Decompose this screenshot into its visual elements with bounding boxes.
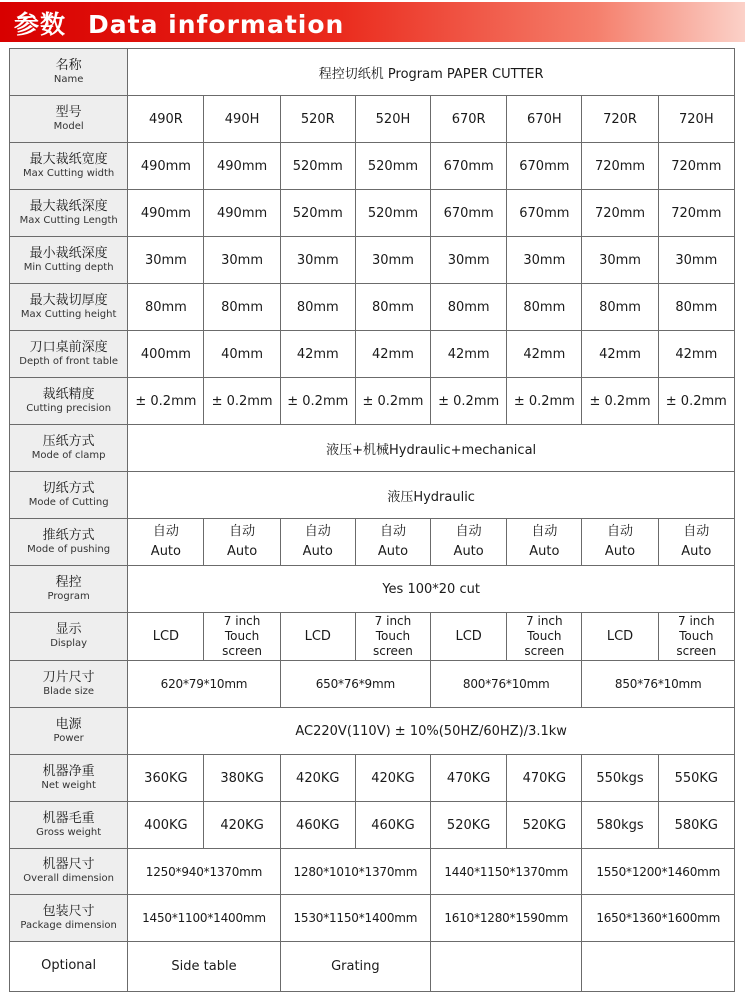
- pushing-en: Auto: [377, 544, 409, 559]
- label-net-weight: 机器净重 Net weight: [10, 755, 128, 802]
- pushing-zh: 自动: [379, 524, 406, 539]
- header-title-en: Data information: [88, 10, 345, 39]
- label-front-table: 刀口桌前深度 Depth of front table: [10, 331, 128, 378]
- row-max-length: [10, 190, 735, 237]
- row-clamp: [10, 425, 735, 472]
- optional-side-table: Side table: [128, 942, 280, 992]
- row-max-width: [10, 143, 735, 190]
- value-max-width: 490mm: [204, 143, 280, 190]
- value-package: 1530*1150*1400mm: [280, 895, 430, 942]
- value-front-table: 42mm: [431, 331, 507, 378]
- value-model: 490R: [128, 96, 204, 143]
- pushing-en: Auto: [453, 544, 484, 559]
- display-lcd: LCD: [280, 613, 355, 661]
- pushing-en: Auto: [604, 544, 636, 559]
- value-precision: ± 0.2mm: [658, 378, 734, 425]
- value-precision: ± 0.2mm: [204, 378, 280, 425]
- display-touch-line: screen: [676, 644, 717, 658]
- value-min-depth: 30mm: [128, 237, 204, 284]
- value-pushing: [431, 519, 507, 566]
- pushing-en: Auto: [226, 544, 258, 559]
- value-gross-weight: 460KG: [355, 802, 430, 849]
- value-front-table: 400mm: [128, 331, 204, 378]
- value-gross-weight: 460KG: [280, 802, 355, 849]
- value-precision: ± 0.2mm: [582, 378, 658, 425]
- value-max-length: 520mm: [355, 190, 430, 237]
- value-max-length: 490mm: [204, 190, 280, 237]
- label-display: 显示 Display: [10, 613, 128, 661]
- pushing-zh: 自动: [531, 524, 558, 539]
- value-max-length: 670mm: [507, 190, 582, 237]
- value-pushing: [128, 519, 204, 566]
- value-max-width: 720mm: [658, 143, 734, 190]
- value-max-length: 670mm: [431, 190, 507, 237]
- optional-grating: Grating: [280, 942, 430, 992]
- label-optional: Optional: [10, 942, 128, 992]
- row-name: [10, 49, 735, 96]
- value-pushing: [658, 519, 734, 566]
- value-max-length: 490mm: [128, 190, 204, 237]
- row-blade: [10, 661, 735, 708]
- pushing-zh: 自动: [304, 524, 331, 539]
- pushing-zh: 自动: [607, 524, 634, 539]
- label-power: 电源 Power: [10, 708, 128, 755]
- row-min-depth: [10, 237, 735, 284]
- display-lcd: LCD: [582, 613, 658, 661]
- value-cutting: 液压Hydraulic: [128, 472, 735, 519]
- value-min-depth: 30mm: [355, 237, 430, 284]
- label-gross-weight: 机器毛重 Gross weight: [10, 802, 128, 849]
- value-overall: 1280*1010*1370mm: [280, 849, 430, 895]
- display-touch: [204, 613, 280, 661]
- value-model: 670H: [507, 96, 582, 143]
- value-overall: 1250*940*1370mm: [128, 849, 280, 895]
- value-model: 520R: [280, 96, 355, 143]
- value-precision: ± 0.2mm: [128, 378, 204, 425]
- row-cutting: [10, 472, 735, 519]
- value-front-table: 42mm: [658, 331, 734, 378]
- value-model: 720H: [658, 96, 734, 143]
- value-net-weight: 550KG: [658, 755, 734, 802]
- value-max-height: 80mm: [582, 284, 658, 331]
- spec-table: [9, 48, 735, 992]
- label-max-width: 最大裁纸宽度 Max Cutting width: [10, 143, 128, 190]
- display-touch-line: screen: [222, 644, 263, 658]
- value-min-depth: 30mm: [280, 237, 355, 284]
- label-model: 型号 Model: [10, 96, 128, 143]
- value-package: 1450*1100*1400mm: [128, 895, 280, 942]
- value-max-height: 80mm: [280, 284, 355, 331]
- value-max-width: 520mm: [280, 143, 355, 190]
- value-net-weight: 360KG: [128, 755, 204, 802]
- display-lcd: LCD: [128, 613, 204, 661]
- value-max-length: 720mm: [658, 190, 734, 237]
- value-min-depth: 30mm: [582, 237, 658, 284]
- value-max-length: 520mm: [280, 190, 355, 237]
- value-max-height: 80mm: [355, 284, 430, 331]
- value-program: Yes 100*20 cut: [128, 566, 735, 613]
- value-gross-weight: 400KG: [128, 802, 204, 849]
- display-touch: [355, 613, 430, 661]
- label-name: 名称 Name: [10, 49, 128, 96]
- label-program: 程控 Program: [10, 566, 128, 613]
- value-min-depth: 30mm: [658, 237, 734, 284]
- value-pushing: [204, 519, 280, 566]
- value-min-depth: 30mm: [431, 237, 507, 284]
- value-precision: ± 0.2mm: [355, 378, 430, 425]
- value-model: 670R: [431, 96, 507, 143]
- pushing-en: Auto: [529, 544, 560, 559]
- value-pushing: [355, 519, 430, 566]
- display-touch-line: Touch: [224, 629, 260, 643]
- value-precision: ± 0.2mm: [507, 378, 582, 425]
- optional-empty-2: [582, 942, 735, 992]
- header-title-zh: 参数: [14, 10, 67, 39]
- pushing-en: Auto: [150, 544, 181, 559]
- value-model: 490H: [204, 96, 280, 143]
- label-max-length: 最大裁纸深度 Max Cutting Length: [10, 190, 128, 237]
- value-max-height: 80mm: [431, 284, 507, 331]
- row-precision: [10, 378, 735, 425]
- value-max-width: 670mm: [431, 143, 507, 190]
- display-touch-line: 7 inch: [223, 614, 261, 628]
- label-pushing: 推纸方式 Mode of pushing: [10, 519, 128, 566]
- value-front-table: 42mm: [280, 331, 355, 378]
- row-pushing: [10, 519, 735, 566]
- value-blade: 650*76*9mm: [280, 661, 430, 708]
- value-min-depth: 30mm: [507, 237, 582, 284]
- label-package: 包装尺寸 Package dimension: [10, 895, 128, 942]
- value-pushing: [280, 519, 355, 566]
- pushing-zh: 自动: [229, 524, 256, 539]
- value-net-weight: 470KG: [431, 755, 507, 802]
- value-max-height: 80mm: [507, 284, 582, 331]
- row-display: [10, 613, 735, 661]
- row-overall: [10, 849, 735, 895]
- value-pushing: [582, 519, 658, 566]
- label-max-height: 最大裁切厚度 Max Cutting height: [10, 284, 128, 331]
- value-max-height: 80mm: [658, 284, 734, 331]
- row-front-table: [10, 331, 735, 378]
- pushing-zh: 自动: [683, 524, 710, 539]
- value-package: 1610*1280*1590mm: [431, 895, 582, 942]
- label-blade: 刀片尺寸 Blade size: [10, 661, 128, 708]
- label-min-depth: 最小裁纸深度 Min Cutting depth: [10, 237, 128, 284]
- value-max-width: 720mm: [582, 143, 658, 190]
- display-touch: [658, 613, 734, 661]
- value-overall: 1440*1150*1370mm: [431, 849, 582, 895]
- label-clamp: 压纸方式 Mode of clamp: [10, 425, 128, 472]
- value-max-width: 490mm: [128, 143, 204, 190]
- value-net-weight: 420KG: [355, 755, 430, 802]
- label-overall: 机器尺寸 Overall dimension: [10, 849, 128, 895]
- value-blade: 850*76*10mm: [582, 661, 735, 708]
- value-power: AC220V(110V) ± 10%(50HZ/60HZ)/3.1kw: [128, 708, 735, 755]
- pushing-zh: 自动: [152, 524, 179, 539]
- pushing-en: Auto: [681, 544, 712, 559]
- display-touch-line: 7 inch: [526, 614, 563, 628]
- display-touch-line: Touch: [527, 629, 562, 643]
- value-gross-weight: 580KG: [658, 802, 734, 849]
- header-title: [14, 5, 344, 41]
- display-touch: [507, 613, 582, 661]
- value-blade: 620*79*10mm: [128, 661, 280, 708]
- display-touch-line: Touch: [375, 629, 411, 643]
- header-banner: [0, 0, 745, 46]
- display-touch-line: Touch: [679, 629, 714, 643]
- value-net-weight: 420KG: [280, 755, 355, 802]
- value-min-depth: 30mm: [204, 237, 280, 284]
- label-precision: 裁纸精度 Cutting precision: [10, 378, 128, 425]
- display-touch-line: screen: [373, 644, 413, 658]
- value-max-width: 670mm: [507, 143, 582, 190]
- value-gross-weight: 420KG: [204, 802, 280, 849]
- value-blade: 800*76*10mm: [431, 661, 582, 708]
- value-max-height: 80mm: [128, 284, 204, 331]
- value-max-width: 520mm: [355, 143, 430, 190]
- value-clamp: 液压+机械Hydraulic+mechanical: [128, 425, 735, 472]
- row-max-height: [10, 284, 735, 331]
- row-program: [10, 566, 735, 613]
- value-net-weight: 470KG: [507, 755, 582, 802]
- value-model: 720R: [582, 96, 658, 143]
- display-touch-line: 7 inch: [678, 614, 715, 628]
- display-touch-line: 7 inch: [374, 614, 412, 628]
- value-overall: 1550*1200*1460mm: [582, 849, 735, 895]
- value-gross-weight: 580kgs: [582, 802, 658, 849]
- value-net-weight: 550kgs: [582, 755, 658, 802]
- row-power: [10, 708, 735, 755]
- display-lcd: LCD: [431, 613, 507, 661]
- row-net-weight: [10, 755, 735, 802]
- value-front-table: 42mm: [582, 331, 658, 378]
- value-front-table: 42mm: [355, 331, 430, 378]
- value-model: 520H: [355, 96, 430, 143]
- value-net-weight: 380KG: [204, 755, 280, 802]
- value-pushing: [507, 519, 582, 566]
- pushing-en: Auto: [302, 544, 333, 559]
- optional-empty-1: [431, 942, 582, 992]
- value-precision: ± 0.2mm: [431, 378, 507, 425]
- label-cutting: 切纸方式 Mode of Cutting: [10, 472, 128, 519]
- value-front-table: 42mm: [507, 331, 582, 378]
- value-gross-weight: 520KG: [431, 802, 507, 849]
- row-optional: [10, 942, 735, 992]
- row-package: [10, 895, 735, 942]
- value-max-length: 720mm: [582, 190, 658, 237]
- value-max-height: 80mm: [204, 284, 280, 331]
- pushing-zh: 自动: [455, 524, 482, 539]
- row-gross-weight: [10, 802, 735, 849]
- value-precision: ± 0.2mm: [280, 378, 355, 425]
- value-name: 程控切纸机 Program PAPER CUTTER: [128, 49, 735, 96]
- display-touch-line: screen: [524, 644, 565, 658]
- value-front-table: 40mm: [204, 331, 280, 378]
- value-gross-weight: 520KG: [507, 802, 582, 849]
- row-model: [10, 96, 735, 143]
- value-package: 1650*1360*1600mm: [582, 895, 735, 942]
